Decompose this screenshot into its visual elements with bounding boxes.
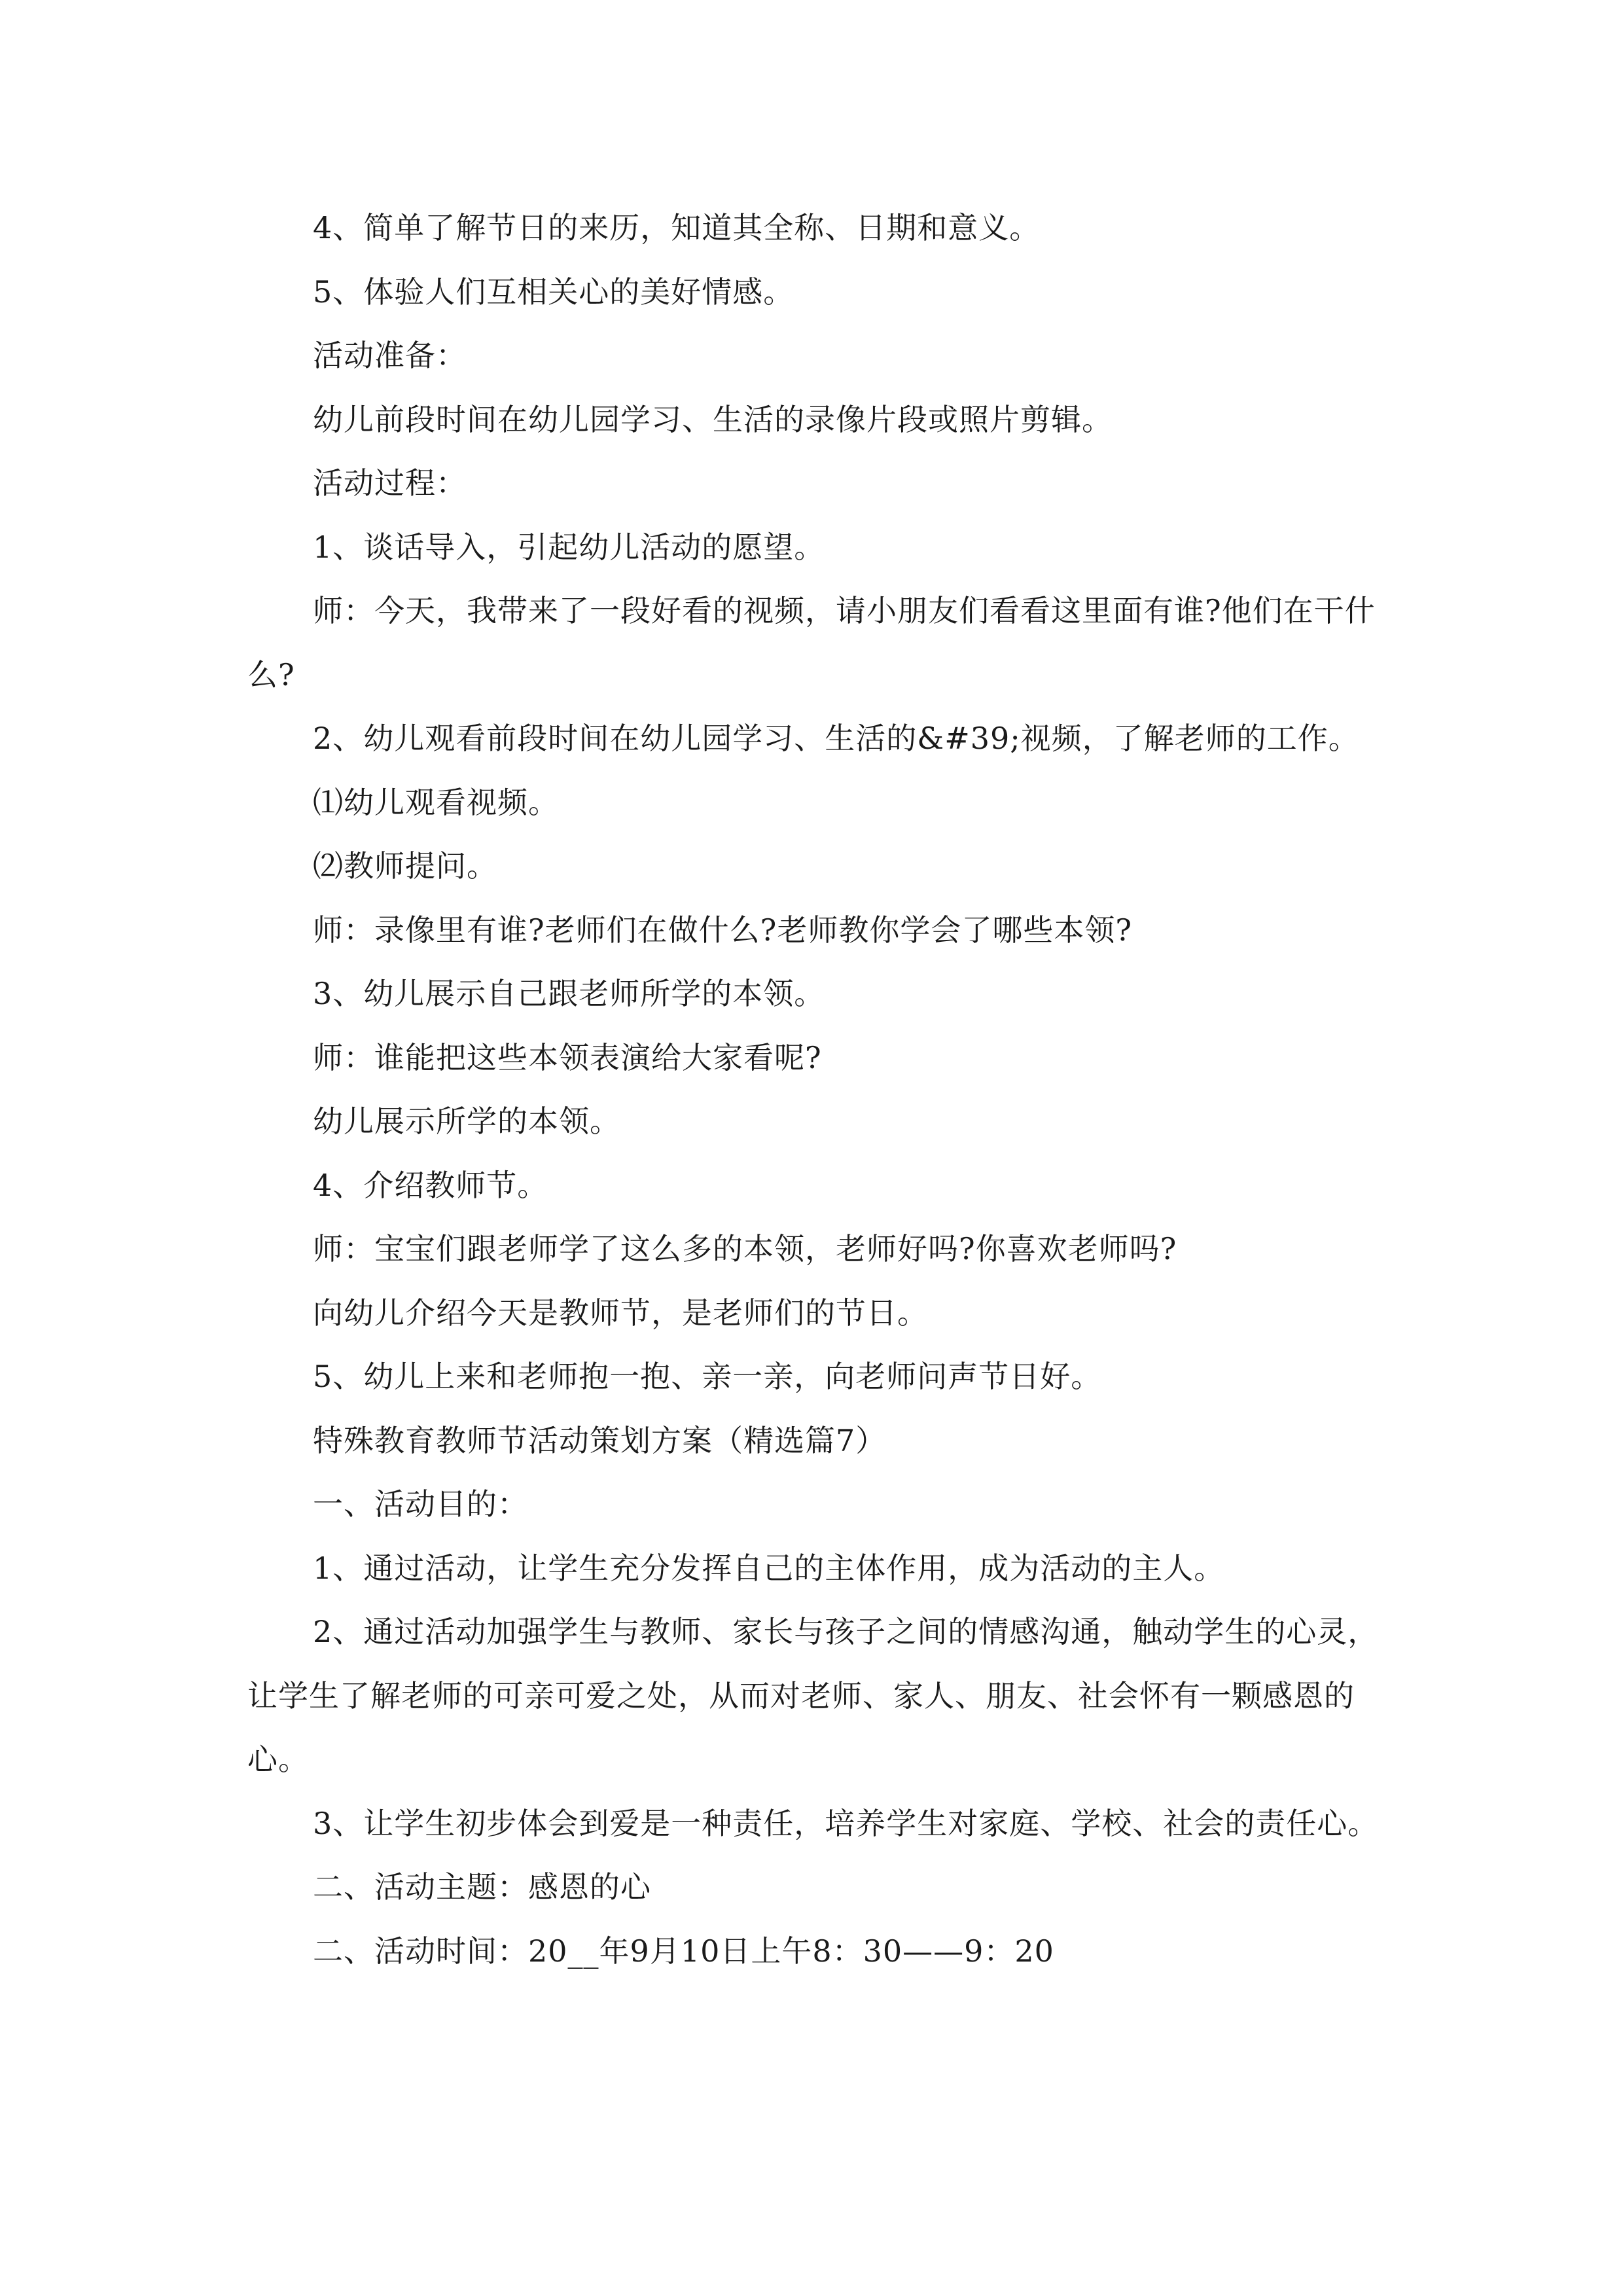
section-heading: 活动过程： xyxy=(313,465,467,501)
document-section-title: 特殊教育教师节活动策划方案（精选篇7） xyxy=(313,1422,887,1458)
paragraph: 幼儿前段时间在幼儿园学习、生活的录像片段或照片剪辑。 xyxy=(313,401,1113,437)
section-heading: 一、活动目的： xyxy=(313,1486,528,1522)
paragraph: 向幼儿介绍今天是教师节，是老师们的节日。 xyxy=(313,1295,928,1331)
paragraph: 2、幼儿观看前段时间在幼儿园学习、生活的&#39;视频，了解老师的工作。 xyxy=(313,721,1359,756)
paragraph: 4、介绍教师节。 xyxy=(313,1167,548,1203)
paragraph: 3、让学生初步体会到爱是一种责任，培养学生对家庭、学校、社会的责任心。 xyxy=(313,1805,1379,1841)
paragraph: 4、简单了解节日的来历，知道其全称、日期和意义。 xyxy=(313,210,1041,245)
paragraph: 幼儿展示所学的本领。 xyxy=(313,1103,620,1139)
paragraph: 师：今天，我带来了一段好看的视频，请小朋友们看看这里面有谁?他们在干什么? xyxy=(247,593,1376,692)
paragraph: 师：录像里有谁?老师们在做什么?老师教你学会了哪些本领? xyxy=(313,912,1132,948)
paragraph: 2、通过活动加强学生与教师、家长与孩子之间的情感沟通，触动学生的心灵，让学生了解老师的可亲可爱之处，从而对老师、家人、朋友、社会怀有一颗感恩的心。 xyxy=(247,1614,1379,1777)
paragraph: 3、幼儿展示自己跟老师所学的本领。 xyxy=(313,976,825,1011)
paragraph: 5、幼儿上来和老师抱一抱、亲一亲，向老师问声节日好。 xyxy=(313,1359,1102,1394)
paragraph: 师：宝宝们跟老师学了这么多的本领，老师好吗?你喜欢老师吗? xyxy=(313,1231,1177,1266)
paragraph: ⑴幼儿观看视频。 xyxy=(313,784,559,820)
paragraph: 5、体验人们互相关心的美好情感。 xyxy=(313,274,794,310)
paragraph: 1、通过活动，让学生充分发挥自己的主体作用，成为活动的主人。 xyxy=(313,1550,1225,1586)
paragraph: ⑵教师提问。 xyxy=(313,848,497,884)
section-heading: 活动准备： xyxy=(313,338,467,373)
document-body xyxy=(247,196,1399,1983)
paragraph: 1、谈话导入，引起幼儿活动的愿望。 xyxy=(313,529,825,565)
section-heading: 二、活动时间：20__年9月10日上午8：30——9：20 xyxy=(313,1933,1054,1969)
paragraph: 师：谁能把这些本领表演给大家看呢? xyxy=(313,1039,822,1075)
section-heading: 二、活动主题：感恩的心 xyxy=(313,1869,651,1905)
